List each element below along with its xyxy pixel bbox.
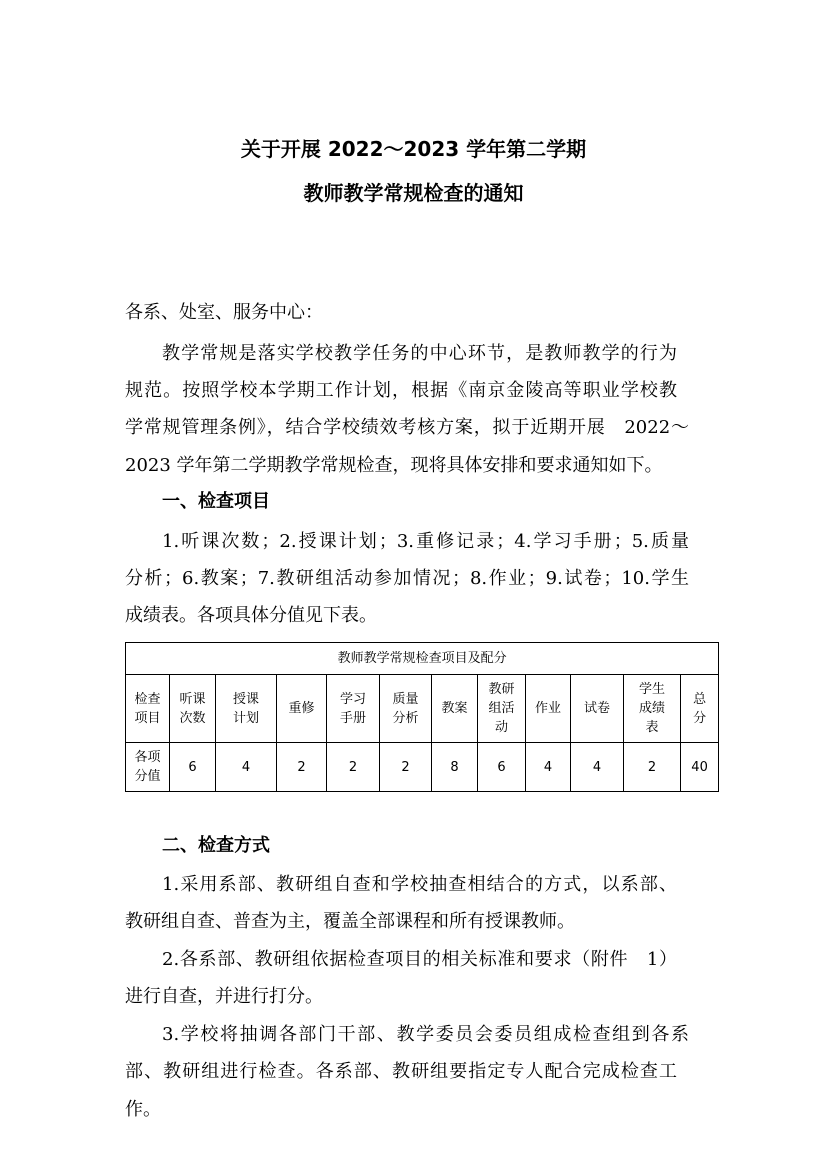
header-label-research-activity: 教研组活动 bbox=[488, 682, 515, 735]
intro-line-2: 规范。按照学校本学期工作计划，根据《南京金陵高等职业学校教 bbox=[125, 380, 677, 401]
document-title-line-1: 关于开展 2022～2023 学年第二学期 bbox=[240, 137, 587, 161]
section-2-line-2: 教研组自查、普查为主，覆盖全部课程和所有授课教师。 bbox=[125, 911, 575, 932]
table-header-cell bbox=[526, 675, 571, 743]
header-label-quality-analysis: 质量分析 bbox=[392, 691, 419, 726]
intro-line-4: 2023 学年第二学期教学常规检查，现将具体安排和要求通知如下。 bbox=[125, 455, 663, 476]
header-label-lesson-plan: 教案 bbox=[441, 701, 468, 716]
table-header-cell bbox=[478, 675, 526, 743]
score-value: 4 bbox=[571, 743, 624, 792]
score-value: 6 bbox=[170, 743, 216, 792]
section-2-heading: 二、检查方式 bbox=[162, 835, 270, 856]
section-1-line-3: 成绩表。各项具体分值见下表。 bbox=[125, 605, 377, 626]
score-value: 6 bbox=[478, 743, 526, 792]
header-label-total: 总分 bbox=[693, 691, 707, 726]
table-caption: 教师教学常规检查项目及配分 bbox=[126, 643, 719, 675]
score-table bbox=[125, 642, 719, 792]
table-header-cell bbox=[624, 675, 681, 743]
table-header-cell bbox=[216, 675, 277, 743]
section-2-line-1: 1.采用系部、教研组自查和学校抽查相结合的方式，以系部、 bbox=[162, 874, 677, 895]
score-value: 4 bbox=[216, 743, 277, 792]
header-label-lecture-count: 听课次数 bbox=[179, 691, 206, 726]
table-header-cell bbox=[277, 675, 327, 743]
table-header-cell bbox=[327, 675, 380, 743]
header-label-teaching-plan: 授课计划 bbox=[232, 691, 259, 726]
header-label-exam-paper: 试卷 bbox=[583, 701, 610, 716]
score-value: 8 bbox=[432, 743, 478, 792]
document-title-line-2: 教师教学常规检查的通知 bbox=[303, 181, 524, 205]
table-header-cell bbox=[681, 675, 719, 743]
intro-line-3: 学常规管理条例》，结合学校绩效考核方案，拟于近期开展 2022～ bbox=[125, 417, 689, 438]
score-value: 2 bbox=[327, 743, 380, 792]
table-header-cell bbox=[170, 675, 216, 743]
section-1-heading: 一、检查项目 bbox=[162, 491, 270, 512]
section-2-line-7: 作。 bbox=[125, 1099, 161, 1120]
table-row-label-cell bbox=[126, 743, 170, 792]
score-value: 2 bbox=[380, 743, 432, 792]
table-header-cell bbox=[380, 675, 432, 743]
table-header-cell bbox=[126, 675, 170, 743]
salutation: 各系、处室、服务中心： bbox=[125, 302, 323, 323]
section-2-line-6: 部、教研组进行检查。各系部、教研组要指定专人配合完成检查工 bbox=[125, 1061, 677, 1082]
row-label-item-scores: 各项分值 bbox=[134, 750, 161, 784]
header-label-study-handbook: 学习手册 bbox=[339, 691, 366, 726]
score-value: 2 bbox=[624, 743, 681, 792]
section-2-line-4: 进行自查，并进行打分。 bbox=[125, 986, 323, 1007]
section-2-line-5: 3.学校将抽调各部门干部、教学委员会委员组成检查组到各系 bbox=[162, 1024, 689, 1045]
intro-line-1: 教学常规是落实学校教学任务的中心环节，是教师教学的行为 bbox=[162, 343, 677, 364]
score-value: 2 bbox=[277, 743, 327, 792]
header-label-inspection-item: 检查项目 bbox=[134, 691, 161, 726]
score-value-total: 40 bbox=[681, 743, 719, 792]
score-value: 4 bbox=[526, 743, 571, 792]
table-header-cell bbox=[432, 675, 478, 743]
section-1-line-2: 分析；6.教案；7.教研组活动参加情况；8.作业；9.试卷；10.学生 bbox=[125, 568, 689, 589]
header-label-homework: 作业 bbox=[534, 701, 561, 716]
header-label-retake: 重修 bbox=[288, 701, 315, 716]
section-1-line-1: 1.听课次数；2.授课计划；3.重修记录；4.学习手册；5.质量 bbox=[162, 531, 689, 552]
table-header-cell bbox=[571, 675, 624, 743]
section-2-line-3: 2.各系部、教研组依据检查项目的相关标准和要求（附件 1） bbox=[162, 949, 677, 970]
header-label-grade-sheet: 学生成绩表 bbox=[638, 682, 665, 735]
